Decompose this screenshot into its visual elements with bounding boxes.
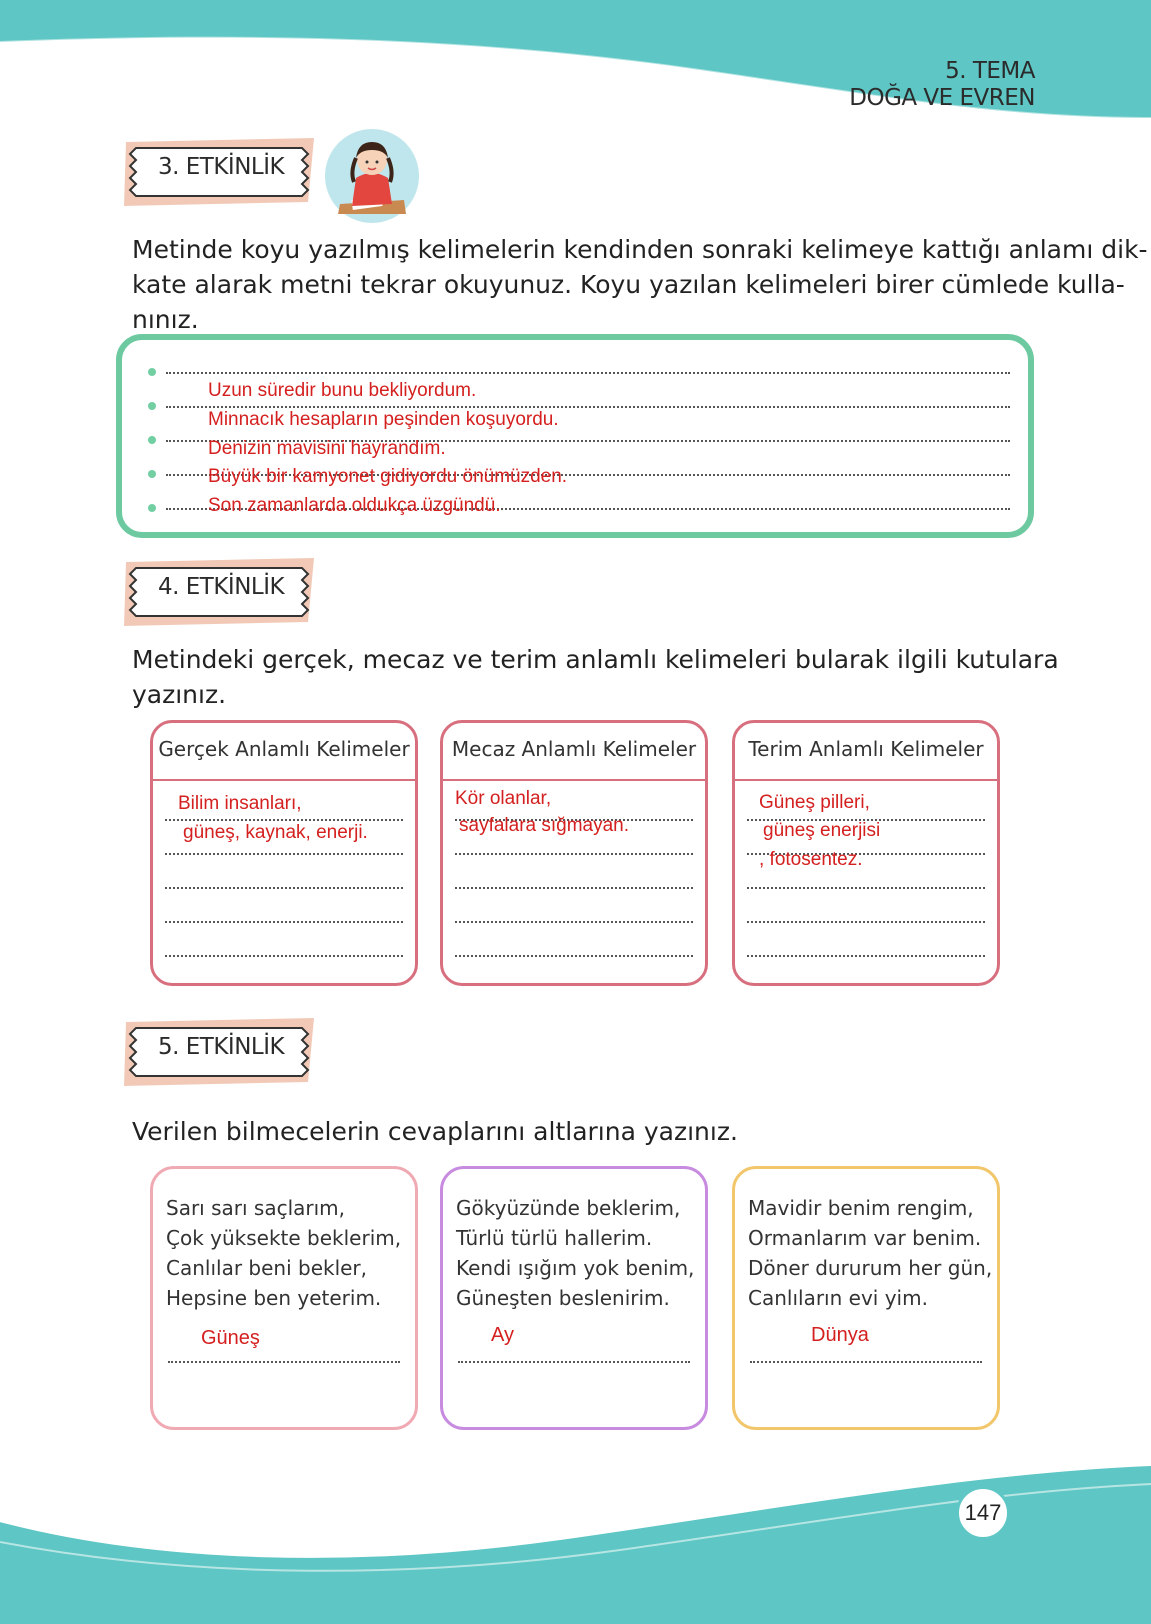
riddle-text	[166, 1193, 401, 1313]
dotted-line	[750, 1361, 982, 1363]
box-divider	[443, 779, 705, 781]
dotted-line	[747, 887, 985, 889]
riddle-line: Hepsine ben yeterim.	[166, 1286, 382, 1310]
handwritten-answer: Uzun süredir bunu bekliyordum.	[208, 380, 477, 401]
dotted-line	[165, 921, 403, 923]
box-title: Gerçek Anlamlı Kelimeler	[158, 737, 410, 761]
dotted-line	[168, 1361, 400, 1363]
bullet-dot	[148, 436, 156, 444]
box-title: Mecaz Anlamlı Kelimeler	[451, 737, 697, 761]
dotted-line	[458, 1361, 690, 1363]
dotted-line	[455, 887, 693, 889]
riddle-box-moon	[440, 1166, 708, 1430]
activity-4-ribbon	[122, 556, 318, 628]
dotted-line	[165, 819, 403, 821]
handwritten-answer: Minnacık hesapların peşinden koşuyordu.	[208, 409, 559, 430]
theme-title: DOĞA VE EVREN	[849, 85, 1035, 111]
dotted-line	[165, 887, 403, 889]
activity-3-instruction	[132, 232, 1148, 337]
handwritten-answer: güneş, kaynak, enerji.	[183, 822, 368, 843]
dotted-line	[455, 955, 693, 957]
dotted-line	[166, 372, 1010, 374]
dotted-line	[165, 853, 403, 855]
box-title: Terim Anlamlı Kelimeler	[748, 737, 984, 761]
handwritten-answer: , fotosentez.	[759, 849, 863, 870]
dotted-line	[165, 955, 403, 957]
figurative-meaning-box	[440, 720, 708, 986]
riddle-line: Canlıların evi yim.	[748, 1286, 928, 1310]
riddle-line: Döner dururum her gün,	[748, 1256, 993, 1280]
dotted-line	[455, 921, 693, 923]
riddle-text	[748, 1193, 992, 1313]
activity-5-ribbon	[122, 1016, 318, 1088]
handwritten-answer: Büyük bir kamyonet gidiyordu önümüzden.	[208, 466, 568, 487]
activity-5-label: 5. ETKİNLİK	[158, 1034, 285, 1060]
bullet-dot	[148, 504, 156, 512]
instruction-line: Metinde koyu yazılmış kelimelerin kendinden sonraki kelimeye kattığı anlamı dik-	[132, 235, 1148, 264]
handwritten-answer: Ay	[491, 1324, 514, 1346]
instruction-line: kate alarak metni tekrar okuyunuz. Koyu yazılan kelimeleri birer cümlede kulla-	[132, 270, 1125, 299]
riddle-text	[456, 1193, 694, 1313]
handwritten-answer: güneş enerjisi	[763, 820, 881, 841]
bullet-dot	[148, 402, 156, 410]
riddle-line: Türlü türlü hallerim.	[456, 1226, 653, 1250]
handwritten-answer: Güneş	[201, 1327, 260, 1349]
riddle-line: Ormanlarım var benim.	[748, 1226, 982, 1250]
theme-heading	[849, 58, 1035, 112]
handwritten-answer: Bilim insanları,	[178, 793, 302, 814]
answer-line-1	[142, 368, 1010, 378]
instruction-line: yazınız.	[132, 680, 227, 709]
handwritten-answer: Son zamanlarda oldukça üzgündü.	[208, 495, 501, 516]
riddle-box-earth	[732, 1166, 1000, 1430]
handwritten-answer: Dünya	[811, 1324, 869, 1346]
riddle-line: Güneşten beslenirim.	[456, 1286, 670, 1310]
girl-writing-illustration	[324, 128, 420, 224]
dotted-line	[455, 853, 693, 855]
riddle-line: Çok yüksekte beklerim,	[166, 1226, 402, 1250]
dotted-line	[747, 921, 985, 923]
activity-4-label: 4. ETKİNLİK	[158, 574, 285, 600]
real-meaning-box	[150, 720, 418, 986]
riddle-line: Kendi ışığım yok benim,	[456, 1256, 695, 1280]
riddle-line: Gökyüzünde beklerim,	[456, 1196, 681, 1220]
riddle-line: Sarı sarı saçlarım,	[166, 1196, 346, 1220]
box-divider	[153, 779, 415, 781]
term-meaning-box	[732, 720, 1000, 986]
activity-3-ribbon	[122, 136, 318, 208]
activity-5-instruction: Verilen bilmecelerin cevaplarını altlarına yazınız.	[132, 1117, 738, 1146]
instruction-line: Metindeki gerçek, mecaz ve terim anlamlı kelimeleri bularak ilgili kutulara	[132, 645, 1059, 674]
riddle-box-sun	[150, 1166, 418, 1430]
page-number-badge	[948, 1486, 1024, 1542]
theme-number: 5. TEMA	[945, 58, 1035, 84]
handwritten-answer: sayfalara sığmayan.	[459, 815, 630, 836]
riddle-line: Canlılar beni bekler,	[166, 1256, 368, 1280]
bullet-dot	[148, 470, 156, 478]
activity-4-instruction	[132, 642, 1059, 712]
box-divider	[735, 779, 997, 781]
handwritten-answer: Güneş pilleri,	[759, 792, 870, 813]
page-number: 147	[956, 1486, 1010, 1540]
bullet-dot	[148, 368, 156, 376]
handwritten-answer: Denizin mavisini hayrandım.	[208, 438, 446, 459]
activity-3-label: 3. ETKİNLİK	[158, 154, 285, 180]
instruction-line: nınız.	[132, 305, 199, 334]
dotted-line	[747, 955, 985, 957]
riddle-line: Mavidir benim rengim,	[748, 1196, 974, 1220]
dotted-line	[166, 406, 1010, 408]
handwritten-answer: Kör olanlar,	[455, 788, 552, 809]
